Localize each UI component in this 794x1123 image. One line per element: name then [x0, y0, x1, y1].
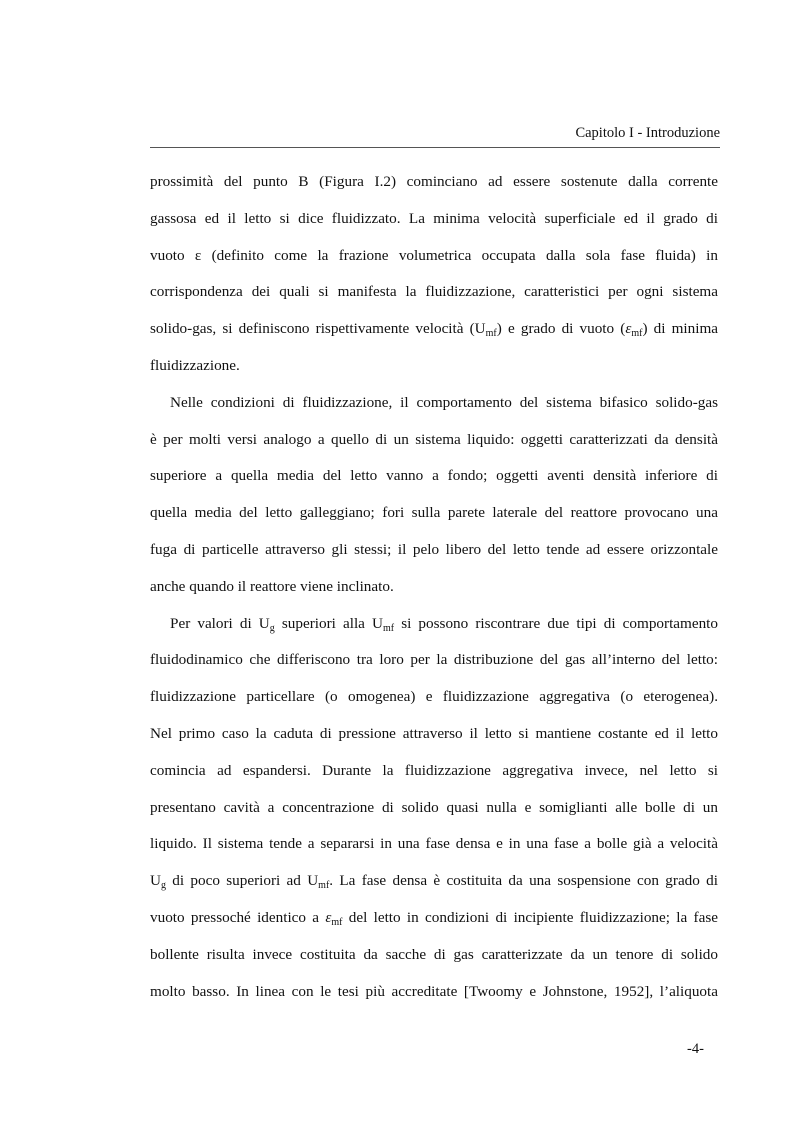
- text-fragment: di poco superiori ad U: [165, 872, 319, 890]
- subscript: mf: [331, 916, 343, 928]
- page-header: [150, 124, 720, 148]
- text-line: fluidizzazione.: [150, 356, 240, 374]
- text-fragment: vuoto pressoché identico a: [150, 908, 326, 926]
- text-line: presentano cavità a concentrazione di solido quasi nulla e somiglianti alle bolle di un: [150, 798, 718, 816]
- text-line: corrispondenza dei quali si manifesta la fluidizzazione, caratteristici per ogni sistema: [150, 283, 718, 301]
- text-line: [150, 606, 718, 643]
- text-line: Nelle condizioni di fluidizzazione, il comportamento del sistema bifasico solido-gas: [170, 393, 718, 411]
- subscript: g: [160, 880, 166, 892]
- body-text: [150, 164, 718, 1010]
- text-fragment: del letto in condizioni di incipiente fluidizzazione; la fase: [342, 908, 719, 926]
- text-fragment: solido-gas, si definiscono rispettivamente velocità (U: [150, 320, 486, 338]
- page-number: -4-: [687, 1041, 704, 1057]
- text-line: anche quando il reattore viene inclinato.: [150, 577, 394, 595]
- text-line: [150, 900, 718, 937]
- text-fragment: U: [150, 872, 161, 890]
- epsilon-symbol: ε: [325, 908, 332, 926]
- chapter-title: Capitolo I - Introduzione: [575, 125, 720, 141]
- subscript: mf: [485, 328, 497, 340]
- subscript: mf: [382, 622, 395, 634]
- text-line: fluidodinamico che differiscono tra loro per la distribuzione del gas all’interno del letto:: [150, 651, 718, 669]
- subscript: mf: [631, 328, 643, 340]
- text-fragment: . La fase densa è costituita da una sospensione con grado di: [329, 872, 718, 890]
- text-line: liquido. Il sistema tende a separarsi in una fase densa e in una fase a bolle già a velocità: [150, 835, 718, 853]
- text-fragment: Per valori di U: [170, 614, 270, 632]
- text-line: vuoto ε (definito come la frazione volumetrica occupata dalla sola fase fluida) in: [150, 246, 718, 264]
- text-fragment: si possono riscontrare due tipi di comportamento: [394, 614, 718, 632]
- epsilon-symbol: ε: [625, 320, 632, 338]
- text-line: quella media del letto galleggiano; fori sulla parete laterale del reattore provocano una: [150, 504, 718, 522]
- subscript: g: [269, 622, 275, 634]
- text-line: fuga di particelle attraverso gli stessi; il pelo libero del letto tende ad essere orizzontale: [150, 540, 718, 558]
- subscript: mf: [318, 880, 330, 892]
- text-line: prossimità del punto B (Figura I.2) cominciano ad essere sostenute dalla corrente: [150, 173, 718, 190]
- text-line: [150, 863, 718, 900]
- text-fragment: superiori alla U: [274, 614, 383, 632]
- text-line: è per molti versi analogo a quello di un sistema liquido: oggetti caratterizzati da densità: [150, 430, 718, 448]
- text-fragment: ) di minima: [642, 320, 718, 338]
- text-line: [150, 311, 718, 348]
- text-line: Nel primo caso la caduta di pressione attraverso il letto si mantiene costante ed il letto: [150, 724, 718, 742]
- text-line: fluidizzazione particellare (o omogenea) e fluidizzazione aggregativa (o eterogenea).: [150, 688, 718, 706]
- text-line: comincia ad espandersi. Durante la fluidizzazione aggregativa invece, nel letto si: [150, 761, 718, 779]
- text-line: bollente risulta invece costituita da sacche di gas caratterizzate da un tenore di solido: [150, 945, 718, 963]
- text-line: molto basso. In linea con le tesi più accreditate [Twoomy e Johnstone, 1952], l’aliquota: [150, 982, 718, 1000]
- text-line: superiore a quella media del letto vanno a fondo; oggetti aventi densità inferiore di: [150, 467, 718, 485]
- text-fragment: ) e grado di vuoto (: [496, 320, 626, 338]
- text-line: gassosa ed il letto si dice fluidizzato. La minima velocità superficiale ed il grado di: [150, 209, 718, 227]
